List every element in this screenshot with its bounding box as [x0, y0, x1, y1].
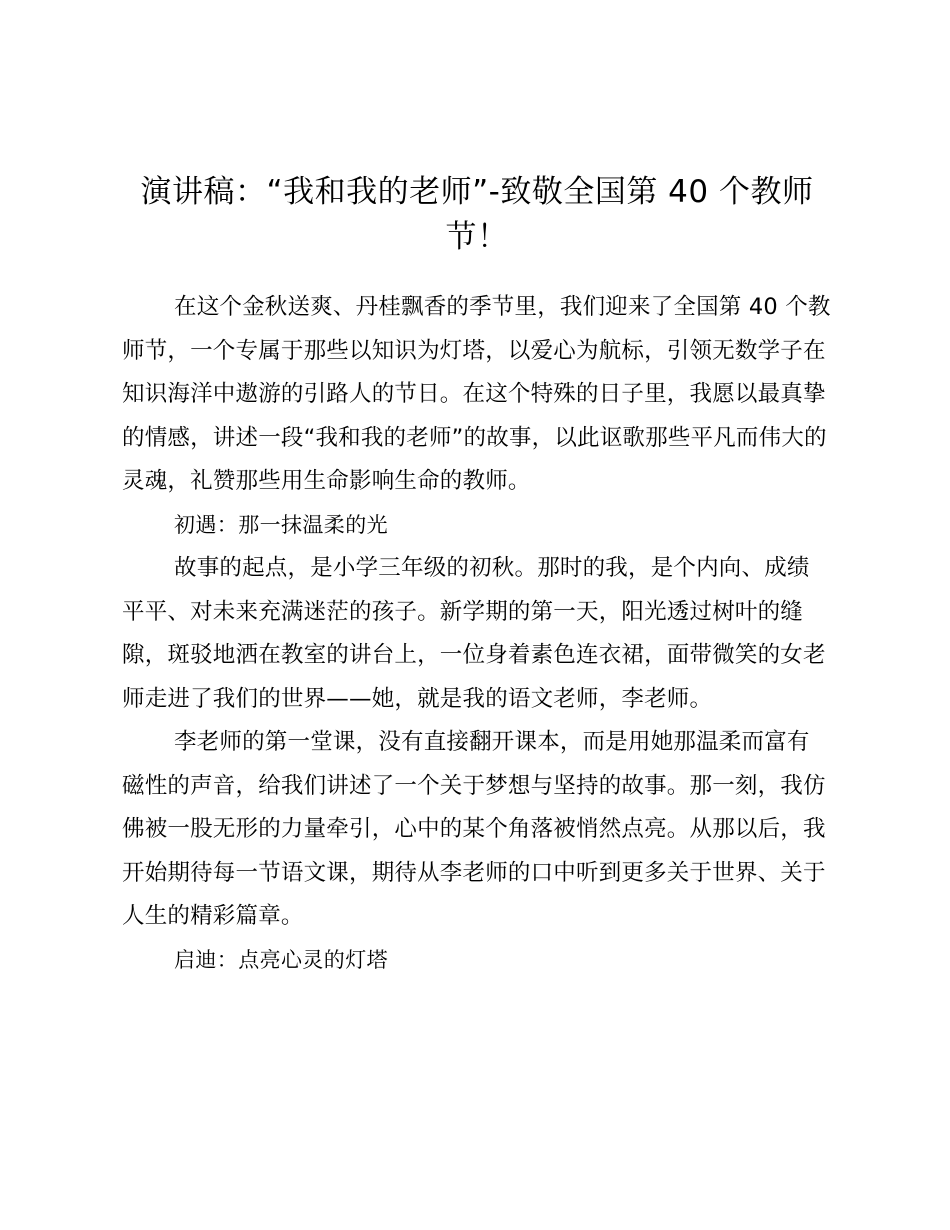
paragraph-first-class: 李老师的第一堂课，没有直接翻开课本，而是用她那温柔而富有磁性的声音，给我们讲述了一个关于梦想与坚持的故事。那一刻，我仿佛被一股无形的力量牵引，心中的某个角落被悄然点亮。从那以后，我开始期待每一节语文课，期待从李老师的口中听到更多关于世界、关于人生的精彩篇章。: [122, 729, 826, 929]
paragraph-intro: 在这个金秋送爽、丹桂飘香的季节里，我们迎来了全国第 40 个教师节，一个专属于那些以知识为灯塔，以爱心为航标，引领无数学子在知识海洋中遨游的引路人的节日。在这个特殊的日子里，我愿以最真挚的情感，讲述一段“我和我的老师”的故事，以此讴歌那些平凡而伟大的灵魂，礼赞那些用生命影响生命的教师。: [122, 294, 831, 494]
document-title: 演讲稿：“我和我的老师”-致敬全国第 40 个教师节！: [140, 174, 814, 255]
section-heading-first-meeting: 初遇：那一抹温柔的光: [174, 512, 388, 537]
section-heading-inspiration: 启迪：点亮心灵的灯塔: [174, 947, 388, 972]
paragraph-first-meeting: 故事的起点，是小学三年级的初秋。那时的我，是个内向、成绩平平、对未来充满迷茫的孩子。新学期的第一天，阳光透过树叶的缝隙，斑驳地洒在教室的讲台上，一位身着素色连衣裙，面带微笑的女老师走进了我们的世界——她，就是我的语文老师，李老师。: [122, 555, 826, 712]
